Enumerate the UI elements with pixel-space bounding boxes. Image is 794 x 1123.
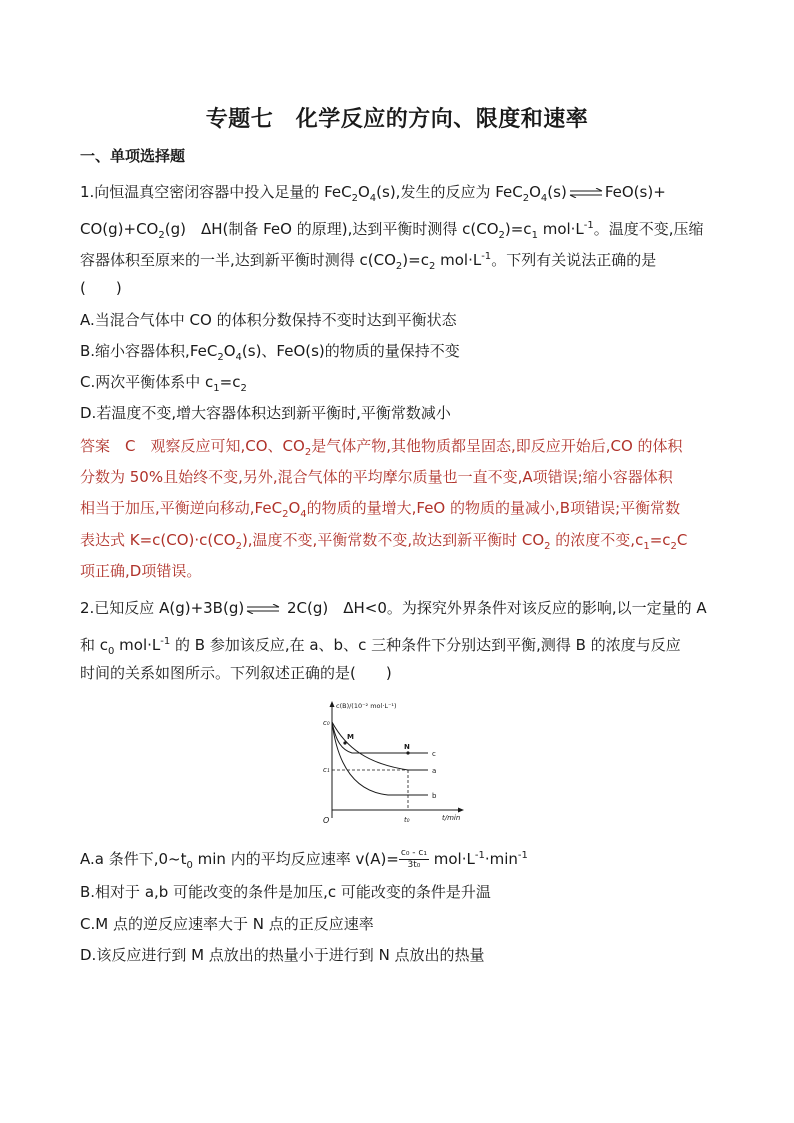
q1-answer-line5: 项正确,D项错误。	[80, 562, 202, 580]
rate-fraction: $\frac{\text{c₀ - c₁}}{\text{3t₀}}$	[400, 848, 427, 870]
origin-label: O	[323, 816, 330, 825]
q1-option-a: A.当混合气体中 CO 的体积分数保持不变时达到平衡状态	[80, 311, 457, 329]
q2-stem-line2: 和 $c_0$ $mol\cdot L^{-1}$ 的 B 参加该反应,在 a、b、c 三种条件下分别达到平衡,测得 B 的浓度与反应	[80, 636, 681, 657]
q1-option-c: C.两次平衡体系中 $c_1=c_2$	[80, 373, 247, 394]
point-n-label: N	[404, 743, 410, 751]
equilibrium-arrow-icon	[246, 604, 280, 614]
q1-stem-line1: 1.向恒温真空密闭容器中投入足量的 $FeC_2O_4(s)$,发生的反应为 $FeC_2O_4(s)$ FeO(s)+	[80, 183, 666, 204]
section-heading: 一、单项选择题	[80, 147, 186, 165]
series-a-label: a	[432, 767, 437, 775]
equilibrium-arrow-icon	[569, 188, 603, 198]
point-n	[406, 751, 409, 754]
q1-answer-line2: 分数为 50%且始终不变,另外,混合气体的平均摩尔质量也一直不变,A项错误;缩小容器体积	[80, 468, 673, 486]
point-m	[343, 741, 346, 744]
q1-stem-line2: $CO(g)+CO_2(g)$ ΔH(制备 FeO 的原理),达到平衡时测得 $c(CO_2)=c_1$ $mol\cdot L^{-1}$。温度不变,压缩	[80, 220, 704, 241]
concentration-time-graph	[318, 700, 470, 828]
q1-answer-line3: 相当于加压,平衡逆向移动$,FeC_2O_4$的物质的量增大,FeO 的物质的量减小,B项错误;平衡常数	[80, 499, 681, 520]
q2-stem-line3: 时间的关系如图所示。下列叙述正确的是( )	[80, 664, 392, 682]
q2-option-c: C.M 点的逆反应速率大于 N 点的正反应速率	[80, 915, 374, 933]
q2-option-b: B.相对于 a,b 可能改变的条件是加压,c 可能改变的条件是升温	[80, 883, 491, 901]
series-a-curve	[332, 722, 428, 770]
q1-answer-line1: 答案 C 观察反应可知,CO、$CO_2$是气体产物,其他物质都呈固态,即反应开始后,CO 的体积	[80, 437, 683, 458]
q2-stem-line1: 2.已知反应 A(g)+3B(g) 2C(g) ΔH<0。为探究外界条件对该反应的影响,以一定量的 A	[80, 599, 707, 617]
q1-stem-line3: 容器体积至原来的一半,达到新平衡时测得 $c(CO_2)=c_2$ $mol\cdot L^{-1}$。下列有关说法正确的是	[80, 251, 657, 272]
q2-option-a: A.a 条件下$,0\sim t_0$ min 内的平均反应速率 v(A)= $\frac{\text{c₀ - c₁}}{\text{3t₀}}$ $mol\cdot L^{-1}\cdot\min^{-1}$	[80, 848, 528, 871]
x-axis-arrow-icon	[458, 808, 464, 813]
page-title: 专题七 化学反应的方向、限度和速率	[205, 107, 589, 132]
q1-answer-blank: ( )	[80, 279, 122, 297]
q1-option-b: B.缩小容器体积$,FeC_2O_4(s)$、FeO(s)的物质的量保持不变	[80, 342, 460, 363]
x-tick-t0: t₀	[404, 816, 410, 824]
y-axis-label: c(B)/(10⁻² mol·L⁻¹)	[336, 702, 397, 710]
x-axis-label: t/min	[442, 814, 461, 822]
series-c-label: c	[432, 750, 436, 758]
y-tick-c0: c₀	[323, 719, 330, 727]
point-m-label: M	[347, 733, 354, 741]
q1-option-d: D.若温度不变,增大容器体积达到新平衡时,平衡常数减小	[80, 404, 451, 422]
q2-option-d: D.该反应进行到 M 点放出的热量小于进行到 N 点放出的热量	[80, 946, 485, 964]
series-b-label: b	[432, 792, 437, 800]
y-tick-c1: c₁	[323, 766, 330, 774]
q1-answer-line4: 表达式 $K=c(CO)\cdot c(CO_2)$,温度不变,平衡常数不变,故达到新平衡时 $CO_2$ 的浓度不变$,c_1=c_2C$	[80, 531, 688, 552]
y-axis-arrow-icon	[330, 701, 335, 707]
